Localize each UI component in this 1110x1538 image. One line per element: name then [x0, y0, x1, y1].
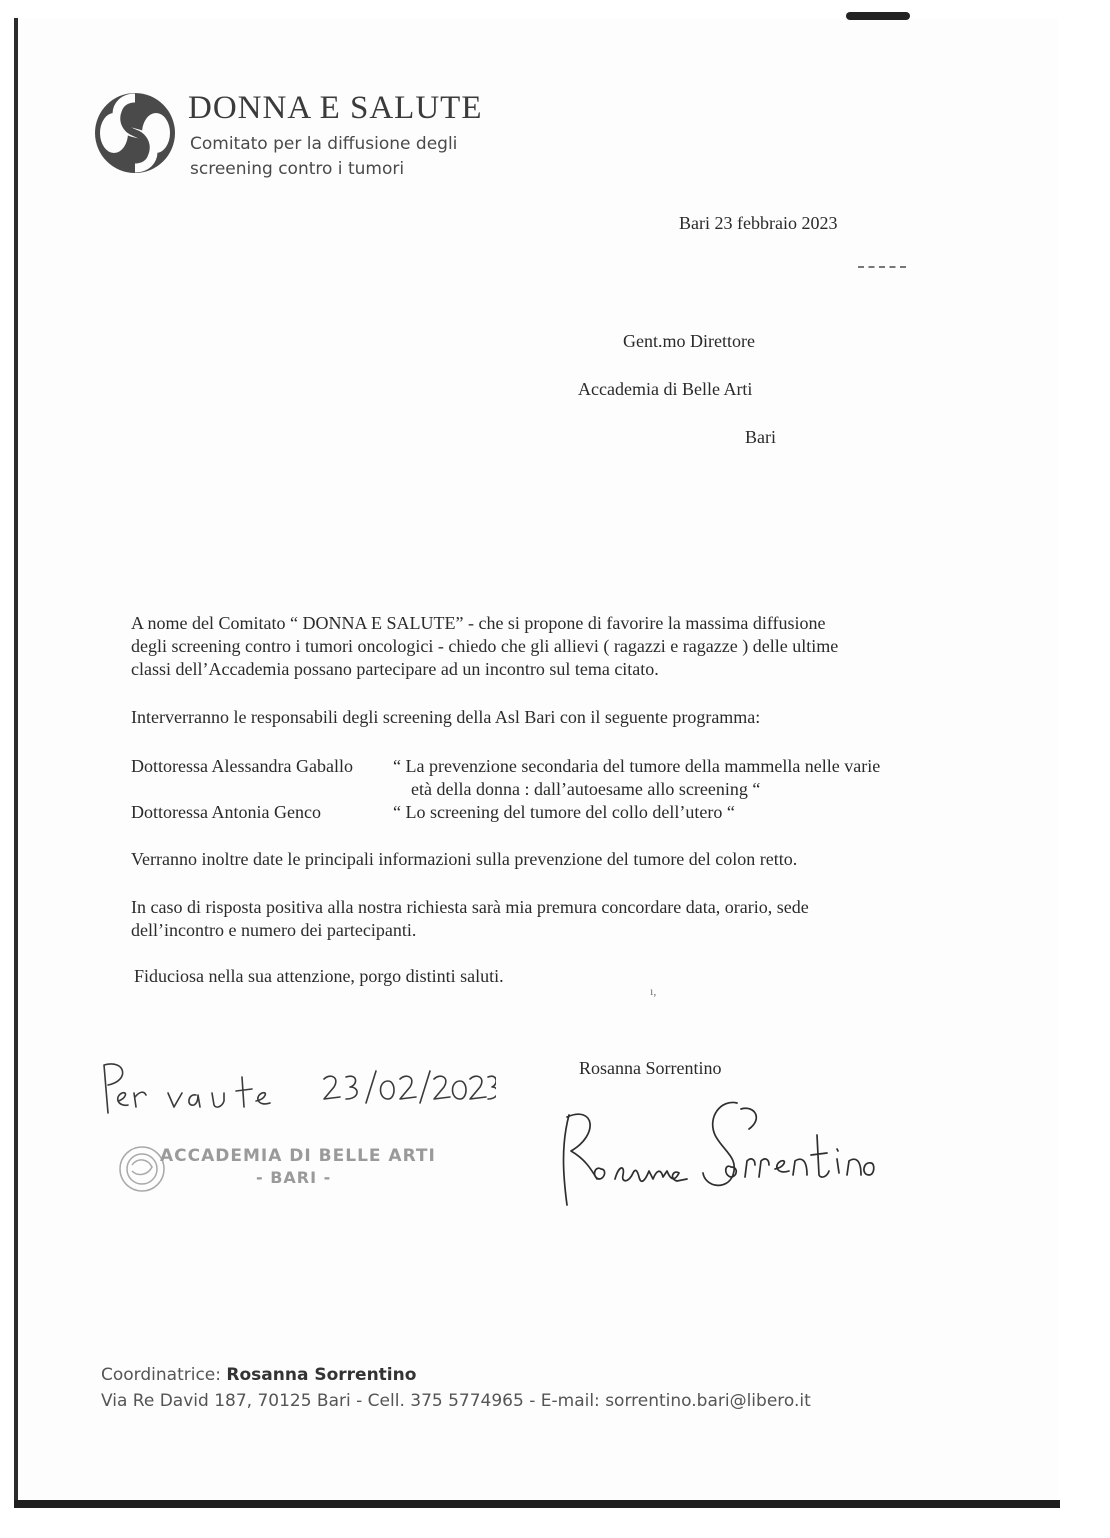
recipient-line-3: Bari [745, 427, 776, 447]
closing-salutation: Fiduciosa nella sua attenzione, porgo distinti saluti. [134, 966, 504, 986]
paragraph-program-intro: Interverranno le responsabili degli screening della Asl Bari con il seguente programma: [131, 707, 761, 727]
stamp-line-1: ACCADEMIA DI BELLE ARTI [160, 1146, 436, 1166]
paragraph-intro-line-1: A nome del Comitato “ DONNA E SALUTE” - che si propone di favorire la massima diffusione [131, 613, 826, 633]
stamp-line-2: - BARI - [256, 1168, 332, 1187]
paragraph-intro [131, 612, 838, 681]
footer-contact: Via Re David 187, 70125 Bari - Cell. 375 5774965 - E-mail: sorrentino.bari@libero.it [101, 1391, 811, 1411]
scan-edge-left [14, 18, 18, 1506]
org-subtitle [190, 132, 457, 182]
signer-name: Rosanna Sorrentino [579, 1058, 722, 1078]
footer [101, 1362, 811, 1414]
footer-coordinator [101, 1362, 811, 1388]
handwritten-receipt-note [96, 1055, 496, 1125]
scan-edge-bottom [14, 1500, 1060, 1508]
paragraph-intro-line-3: classi dell’Accademia possano partecipare ad un incontro sul tema citato. [131, 659, 659, 679]
handwritten-signature [555, 1095, 875, 1210]
donna-e-salute-logo-icon [92, 88, 178, 178]
footer-coordinator-name: Rosanna Sorrentino [226, 1365, 417, 1385]
letter-date: Bari 23 febbraio 2023 [679, 213, 838, 233]
org-name: DONNA E SALUTE [188, 90, 483, 126]
program-topic-2-line-1: “ Lo screening del tumore del collo dell’utero “ [393, 802, 735, 822]
paragraph-response [131, 896, 809, 942]
program-topic-1-line-2: età della donna : dall’autoesame allo screening “ [411, 779, 761, 799]
program-speaker-1: Dottoressa Alessandra Gaballo [131, 756, 353, 776]
paragraph-colon-info: Verranno inoltre date le principali informazioni sulla prevenzione del tumore del colon retto. [131, 849, 798, 869]
program-topic-1-line-1: “ La prevenzione secondaria del tumore della mammella nelle varie [393, 756, 881, 776]
pen-mark [858, 266, 906, 270]
stray-pen-mark: ı, [650, 984, 657, 998]
recipient-line-1: Gent.mo Direttore [623, 331, 755, 351]
recipient-line-2: Accademia di Belle Arti [578, 379, 753, 399]
scan-edge-top-mark [846, 12, 910, 20]
program-speaker-2: Dottoressa Antonia Genco [131, 802, 321, 822]
org-subtitle-line-1: Comitato per la diffusione degli [190, 134, 458, 154]
footer-coordinator-label: Coordinatrice: [101, 1365, 227, 1385]
paragraph-intro-line-2: degli screening contro i tumori oncologici - chiedo che gli allievi ( ragazzi e ragazze ) delle ultime [131, 636, 839, 656]
org-subtitle-line-2: screening contro i tumori [190, 159, 405, 179]
paragraph-response-line-2: dell’incontro e numero dei partecipanti. [131, 920, 417, 940]
paragraph-response-line-1: In caso di risposta positiva alla nostra richiesta sarà mia premura concordare data, orario, sede [131, 897, 809, 917]
